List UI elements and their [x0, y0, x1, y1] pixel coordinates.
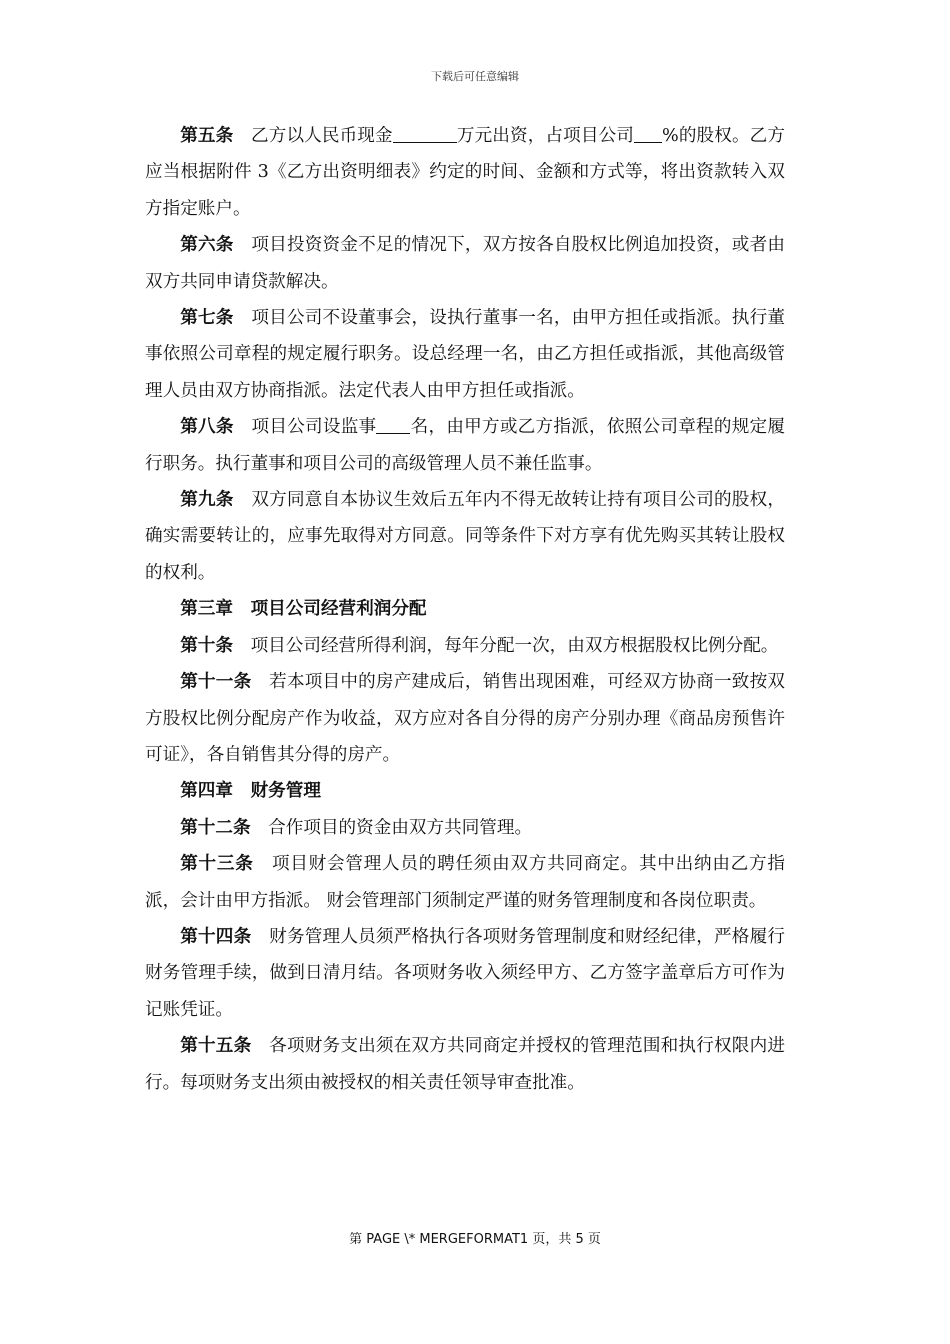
article-label: 第七条 [180, 308, 234, 329]
article-label: 第十四条 [180, 926, 252, 947]
article-13 [145, 846, 785, 919]
chapter-label: 第三章 [180, 599, 233, 620]
article-label: 第十一条 [180, 672, 252, 693]
article-9 [145, 482, 785, 591]
fill-blank-supervisors[interactable] [376, 416, 410, 435]
article-7 [145, 300, 785, 409]
article-8 [145, 409, 785, 482]
document-body [145, 118, 785, 1101]
article-text: 项目投资资金不足的情况下，双方按各自股权比例追加投资，或者由双方共同申请贷款解决。 [145, 235, 785, 292]
article-text: 乙方以人民币现金 [250, 126, 393, 146]
article-label: 第十二条 [180, 817, 251, 838]
chapter-title: 项目公司经营利润分配 [250, 599, 427, 620]
fill-blank-percent[interactable] [634, 124, 662, 143]
article-15 [145, 1028, 785, 1101]
page-header: 下载后可任意编辑 [431, 70, 519, 83]
article-label: 第八条 [180, 417, 234, 438]
chapter-3-heading [145, 591, 785, 627]
article-text: 双方同意自本协议生效后五年内不得无故转让持有项目公司的股权，确实需要转让的，应事先取得对方同意。同等条件下对方享有优先购买其转让股权的权利。 [145, 490, 785, 583]
chapter-label: 第四章 [180, 781, 233, 802]
article-text: 若本项目中的房产建成后，销售出现困难，可经双方协商一致按双方股权比例分配房产作为收益，双方应对各自分得的房产分别办理《商品房预售许可证》，各自销售其分得的房产。 [145, 672, 785, 765]
article-text: %的股权。乙方应当根据附件 3《乙方出资明细表》约定的时间、金额和方式等，将出资款转入双方指定账户。 [145, 126, 785, 219]
article-label: 第十三条 [180, 854, 254, 875]
page-footer: 第 PAGE \* MERGEFORMAT1 页，共 5 页 [349, 1232, 601, 1247]
article-label: 第十五条 [180, 1036, 252, 1057]
article-text: 万元出资，占项目公司 [456, 126, 634, 146]
chapter-4-heading [145, 773, 785, 809]
article-11 [145, 664, 785, 773]
article-text: 名，由甲方或乙方指派，依照公司章程的规定履行职务。执行董事和项目公司的高级管理人员不兼任监事。 [145, 417, 785, 474]
article-text: 财务管理人员须严格执行各项财务管理制度和财经纪律，严格履行财务管理手续，做到日清月结。各项财务收入须经甲方、乙方签字盖章后方可作为记账凭证。 [145, 926, 785, 1020]
article-text: 项目财会管理人员的聘任须由双方共同商定。其中出纳由乙方指派，会计由甲方指派。 财会管理部门须制定严谨的财务管理制度和各岗位职责。 [145, 854, 785, 911]
article-5 [145, 118, 785, 227]
article-text: 项目公司设监事 [251, 417, 377, 438]
article-label: 第六条 [180, 235, 234, 256]
article-text: 项目公司不设董事会，设执行董事一名，由甲方担任或指派。执行董事依照公司章程的规定履行职务。设总经理一名，由乙方担任或指派，其他高级管理人员由双方协商指派。法定代表人由甲方担任或指派。 [145, 308, 785, 401]
article-text: 项目公司经营所得利润，每年分配一次，由双方根据股权比例分配。 [250, 635, 779, 656]
article-12 [145, 810, 785, 846]
article-label: 第五条 [180, 126, 234, 146]
chapter-title: 财务管理 [250, 781, 321, 802]
article-text: 合作项目的资金由双方共同管理。 [268, 817, 533, 838]
article-label: 第十条 [180, 635, 233, 656]
article-14 [145, 919, 785, 1028]
article-6 [145, 227, 785, 300]
fill-blank-amount[interactable] [393, 124, 457, 143]
article-label: 第九条 [180, 490, 234, 511]
article-text: 各项财务支出须在双方共同商定并授权的管理范围和执行权限内进行。每项财务支出须由被授权的相关责任领导审查批准。 [145, 1036, 785, 1093]
article-10 [145, 628, 785, 664]
